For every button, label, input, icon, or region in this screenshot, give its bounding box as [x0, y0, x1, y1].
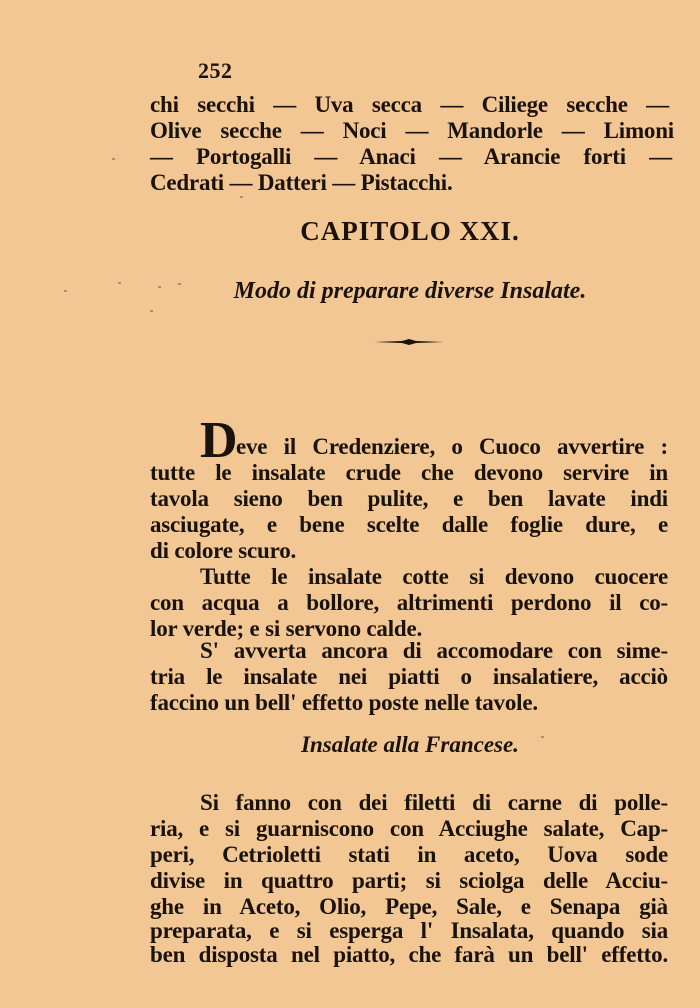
text-line: peri, Cetrioletti stati in aceto, Uova sode [150, 842, 668, 867]
text-line: tria le insalate nei piatti o insalatiere, acciò [150, 664, 668, 689]
ornament-rule-icon [374, 338, 444, 346]
text-line: divise in quattro parti; si sciolga delle Acciu- [150, 868, 668, 893]
text-line: eve il Credenziere, o Cuoco avvertire : [236, 434, 668, 459]
text-line: Si fanno con dei filetti di carne di polle- [200, 790, 668, 815]
text-line: S' avverta ancora di accomodare con sime- [200, 638, 668, 663]
text-line: di colore scuro. [150, 538, 297, 563]
paper-speck [118, 282, 121, 284]
text-line: ria, e si guarniscono con Acciughe salate, Cap- [150, 816, 668, 841]
paper-speck [541, 736, 544, 738]
paper-speck [150, 310, 153, 312]
text-line: faccino un bell' effetto poste nelle tavole. [150, 690, 538, 715]
text-line: Cedrati — Datteri — Pistacchi. [150, 170, 453, 195]
text-line: preparata, e si esperga l' Insalata, quando sia [150, 918, 668, 943]
text-line: — Portogalli — Anaci — Arancie forti — [150, 144, 672, 169]
paper-speck [178, 283, 181, 285]
chapter-subtitle: Modo di preparare diverse Insalate. [233, 278, 587, 304]
paper-speck [112, 158, 115, 160]
drop-cap: D [200, 412, 238, 469]
text-line: ben disposta nel piatto, che farà un bell' effetto. [150, 942, 668, 967]
text-line: ghe in Aceto, Olio, Pepe, Sale, e Senapa già [150, 894, 668, 919]
text-line: asciugate, e bene scelte dalle foglie dure, e [150, 512, 668, 537]
text-line: chi secchi — Uva secca — Ciliege secche — [150, 92, 669, 117]
text-line: tavola sieno ben pulite, e ben lavate indi [150, 486, 668, 511]
text-line: Tutte le insalate cotte si devono cuocere [200, 564, 668, 589]
section-title: Insalate alla Francese. [301, 732, 519, 757]
text-line: con acqua a bollore, altrimenti perdono il co- [150, 590, 668, 615]
text-line: Olive secche — Noci — Mandorle — Limoni [150, 118, 674, 143]
paper-speck [158, 286, 161, 288]
text-line: tutte le insalate crude che devono servire in [150, 460, 668, 485]
text-line: lor verde; e si servono calde. [150, 616, 423, 641]
page-number: 252 [198, 58, 233, 83]
paper-speck [64, 290, 67, 292]
paper-speck [240, 196, 243, 198]
chapter-title: CAPITOLO XXI. [300, 216, 520, 246]
